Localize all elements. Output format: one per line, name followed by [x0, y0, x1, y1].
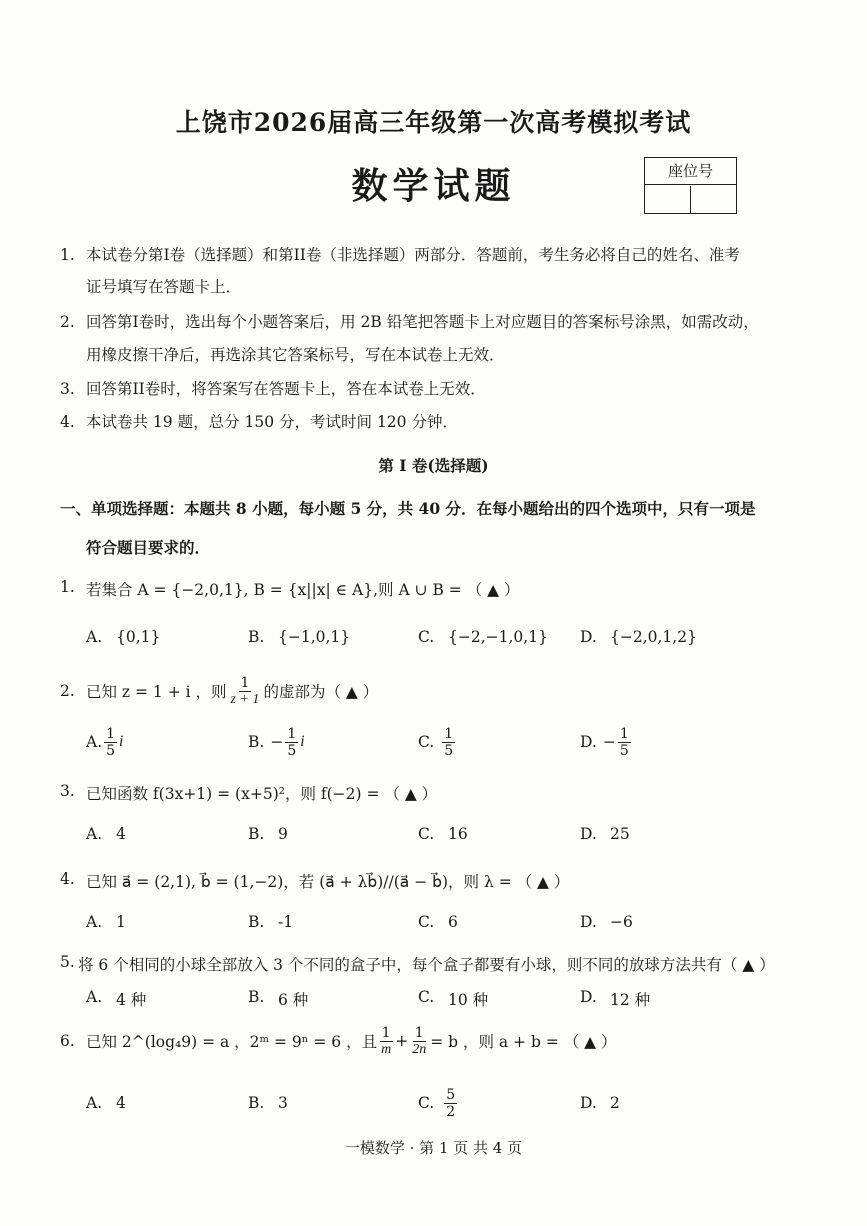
q2-option-d-fraction	[618, 726, 631, 759]
q6-option-d: 2	[610, 1094, 620, 1112]
question-2-stem-post: 的虚部为（ ▲ ）	[263, 683, 379, 701]
q4-option-a: 1	[116, 913, 126, 931]
seat-number-cell-1	[645, 186, 691, 213]
question-2-stem	[86, 668, 378, 714]
question-6-stem-post: = b ，则 a + b = （ ▲ ）	[430, 1033, 617, 1051]
q2-option-a-label: A.	[86, 733, 103, 751]
q1-option-b: {−1,0,1}	[278, 628, 351, 646]
q2-d-num: 1	[619, 725, 629, 742]
q2-option-d	[580, 722, 633, 762]
question-6-stem-pre: 已知 2^(log₄9) = a ，2ᵐ = 9ⁿ = 6 ，且	[86, 1033, 378, 1051]
q2-option-b-suffix: i	[300, 733, 305, 750]
q5-option-a: 4 种	[116, 991, 147, 1009]
q3-option-b-label: B.	[248, 825, 265, 843]
q5-option-d: 12 种	[610, 991, 651, 1009]
q2-a-num: 1	[106, 725, 116, 742]
q3-option-d: 25	[610, 825, 630, 843]
q5-option-d-label: D.	[580, 988, 597, 1006]
q1-option-d-label: D.	[580, 628, 597, 646]
q4-option-d: −6	[610, 913, 633, 931]
question-1-stem: 若集合 A = {−2,0,1}, B = {x||x| ∈ A},则 A ∪ B = （ ▲ ）	[86, 581, 520, 599]
q4-option-a-label: A.	[86, 913, 103, 931]
q6-option-a-label: A.	[86, 1094, 103, 1112]
subject-title: 数学试题	[351, 165, 516, 207]
q5-option-c-label: C.	[418, 988, 435, 1006]
q2-option-c-fraction	[442, 726, 455, 759]
q2-a-den: 5	[106, 742, 116, 759]
q6-f2-den: 2n	[412, 1041, 427, 1057]
question-4-stem: 已知 a⃗ = (2,1), b⃗ = (1,−2)，若 (a⃗ + λb⃗)//(a⃗ − b⃗)，则 λ = （ ▲ ）	[86, 873, 570, 891]
q2-frac-numerator: 1	[240, 674, 250, 691]
q6-f2-num: 1	[414, 1024, 424, 1041]
section-heading-line2: 符合题目要求的．	[86, 538, 211, 557]
q6-option-b-label: B.	[248, 1094, 265, 1112]
q6-c-den: 2	[446, 1103, 456, 1120]
question-2-num: 2.	[60, 682, 75, 700]
section-heading-line1: 一、单项选择题：本题共 8 小题，每小题 5 分，共 40 分．在每小题给出的四个选项中，只有一项是	[60, 499, 756, 518]
part-title: 第 I 卷(选择题)	[378, 456, 489, 475]
question-4-num: 4.	[60, 870, 75, 888]
q4-option-b-label: B.	[248, 913, 265, 931]
q4-option-c-label: C.	[418, 913, 435, 931]
seat-number-box	[644, 157, 737, 214]
q6-option-c-label: C.	[418, 1094, 435, 1112]
question-5-num: 5.	[60, 953, 75, 971]
q6-option-c-fraction	[444, 1087, 457, 1120]
question-6-stem	[86, 1018, 617, 1064]
q6-plus: +	[395, 1032, 409, 1050]
exam-title: 上饶市2026届高三年级第一次高考模拟考试	[175, 108, 692, 137]
q2-option-b-sign: −	[270, 733, 284, 751]
question-6-num: 6.	[60, 1032, 75, 1050]
q5-option-c: 10 种	[448, 991, 489, 1009]
q6-fraction-2	[410, 1025, 428, 1058]
q2-option-d-label: D.	[580, 733, 597, 751]
q6-option-a: 4	[116, 1094, 126, 1112]
q2-c-num: 1	[444, 725, 454, 742]
q3-option-d-label: D.	[580, 825, 597, 843]
q5-option-b-label: B.	[248, 988, 265, 1006]
question-5-stem: 将 6 个相同的小球全部放入 3 个不同的盒子中，每个盒子都要有小球，则不同的放球方法共有（ ▲ ）	[78, 956, 775, 974]
note-1-num: 1.	[60, 246, 75, 264]
q2-option-a	[86, 722, 123, 762]
q1-option-a-label: A.	[86, 628, 103, 646]
q6-f1-den: m	[381, 1041, 392, 1057]
q1-option-c-label: C.	[418, 628, 435, 646]
q5-option-b: 6 种	[278, 991, 309, 1009]
page-footer: 一模数学 · 第 1 页 共 4 页	[344, 1139, 523, 1157]
q6-f1-num: 1	[381, 1024, 391, 1041]
q1-option-b-label: B.	[248, 628, 265, 646]
q6-fraction-1	[379, 1025, 393, 1058]
q3-option-b: 9	[278, 825, 288, 843]
q6-option-c	[418, 1082, 459, 1124]
q2-c-den: 5	[444, 742, 454, 759]
q3-option-c: 16	[448, 825, 468, 843]
q2-frac-denominator: z + 1	[230, 691, 260, 707]
q6-option-b: 3	[278, 1094, 288, 1112]
note-1-line2: 证号填写在答题卡上．	[86, 278, 242, 296]
question-2-fraction	[229, 675, 262, 708]
q2-option-b-label: B.	[248, 733, 265, 751]
q1-option-d: {−2,0,1,2}	[610, 628, 697, 646]
q4-option-d-label: D.	[580, 913, 597, 931]
q1-option-a: {0,1}	[116, 628, 161, 646]
q4-option-c: 6	[448, 913, 458, 931]
q2-option-c	[418, 722, 457, 762]
note-4-line1: 本试卷共 19 题，总分 150 分，考试时间 120 分钟．	[86, 413, 458, 431]
question-3-num: 3.	[60, 782, 75, 800]
seat-number-label: 座位号	[645, 158, 736, 185]
q2-option-a-suffix: i	[119, 733, 124, 750]
note-4-num: 4.	[60, 413, 75, 431]
q2-d-den: 5	[619, 742, 629, 759]
q2-b-num: 1	[287, 725, 297, 742]
q2-option-b	[248, 722, 305, 762]
note-2-num: 2.	[60, 313, 75, 331]
q2-b-den: 5	[287, 742, 297, 759]
note-1-line1: 本试卷分第I卷（选择题）和第II卷（非选择题）两部分．答题前，考生务必将自己的姓名、准考	[86, 246, 740, 264]
q2-option-b-fraction	[285, 726, 298, 759]
note-2-line2: 用橡皮擦干净后，再选涂其它答案标号，写在本试卷上无效．	[86, 346, 505, 364]
q2-option-c-label: C.	[418, 733, 435, 751]
q2-option-d-sign: −	[602, 733, 616, 751]
note-3-num: 3.	[60, 380, 75, 398]
q1-option-c: {−2,−1,0,1}	[448, 628, 548, 646]
q4-option-b: -1	[278, 913, 294, 931]
note-3-line1: 回答第II卷时，将答案写在答题卡上，答在本试卷上无效．	[86, 380, 486, 398]
question-1-num: 1.	[60, 578, 75, 596]
q6-option-d-label: D.	[580, 1094, 597, 1112]
q3-option-a-label: A.	[86, 825, 103, 843]
note-2-line1: 回答第I卷时，选出每个小题答案后，用 2B 铅笔把答题卡上对应题目的答案标号涂黑，如需改动，	[86, 313, 759, 331]
question-2-stem-pre: 已知 z = 1 + i ，则	[86, 683, 227, 701]
q6-c-num: 5	[446, 1086, 456, 1103]
q2-option-a-fraction	[104, 726, 117, 759]
q3-option-a: 4	[116, 825, 126, 843]
q5-option-a-label: A.	[86, 988, 103, 1006]
q3-option-c-label: C.	[418, 825, 435, 843]
question-3-stem: 已知函数 f(3x+1) = (x+5)²，则 f(−2) = （ ▲ ）	[86, 785, 438, 803]
